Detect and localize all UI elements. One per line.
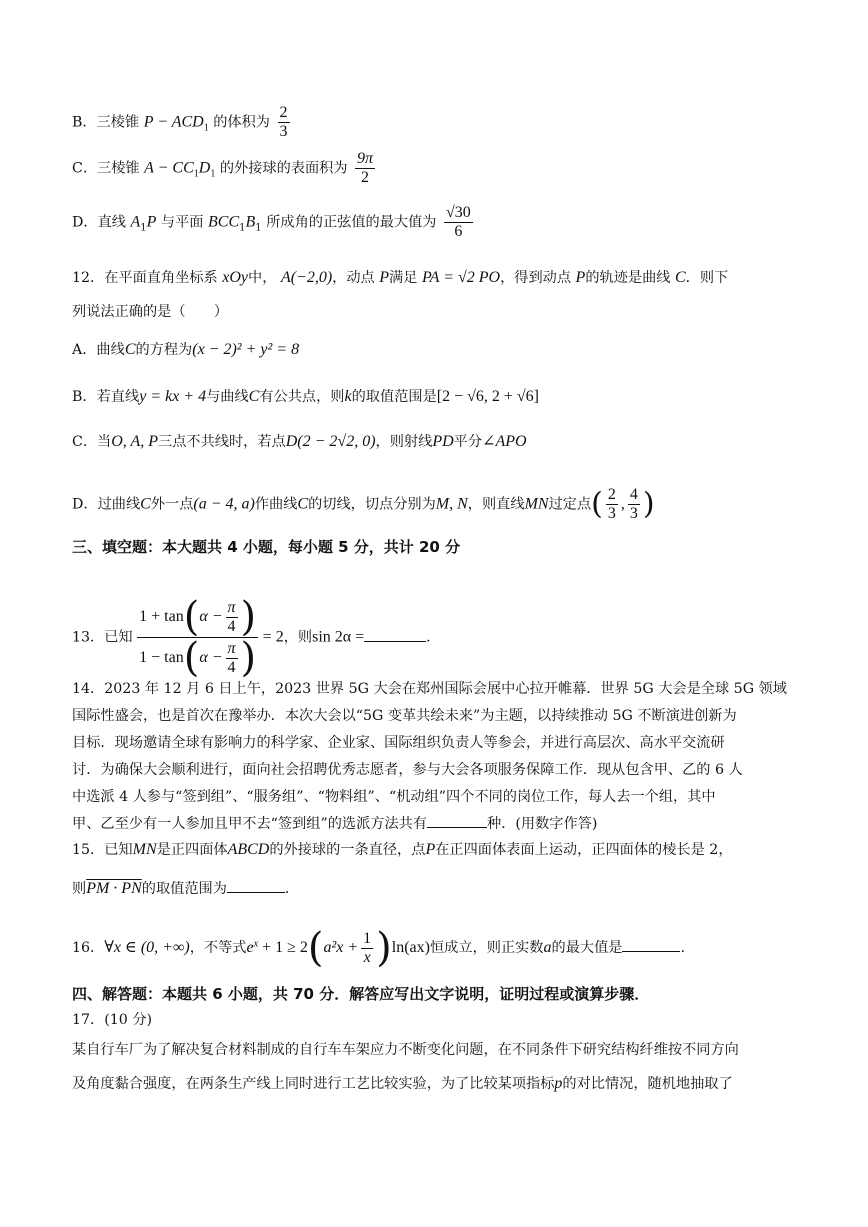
fraction xyxy=(361,930,373,967)
option-text: 三点不共线时，若点 xyxy=(158,434,286,450)
answer-blank[interactable] xyxy=(227,878,285,893)
question-text: 恒成立，则正实数 xyxy=(429,940,544,956)
math-expr: xOy xyxy=(222,269,249,286)
fraction xyxy=(355,150,375,187)
fraction xyxy=(226,599,238,636)
question-text: 的最大值是 xyxy=(551,940,623,956)
option-text: 的取值范围是 xyxy=(351,389,437,405)
question-text: 是正四面体 xyxy=(156,842,228,858)
option-label: B．若直线 xyxy=(72,389,140,405)
option-text: 的体积为 xyxy=(213,114,270,131)
question-12-stem-2: 列说法正确的是（ ） xyxy=(72,304,229,320)
fraction xyxy=(226,640,238,677)
math-expr: sin 2α = xyxy=(312,628,365,646)
question-text: 的轨迹是曲线 xyxy=(585,270,671,286)
question-text: 16． xyxy=(72,940,105,956)
option-text: 过定点 xyxy=(548,496,592,513)
option-text: 与平面 xyxy=(160,214,204,231)
option-label: D．直线 xyxy=(72,214,126,231)
math-expr: ∀x ∈ (0, +∞) xyxy=(104,939,190,956)
period: . xyxy=(426,629,431,646)
math-expr: = 2 xyxy=(262,628,284,646)
denominator xyxy=(137,635,258,681)
math-expr: [2 − √6, 2 + √6] xyxy=(436,388,539,405)
option-11c xyxy=(72,150,808,187)
math-expr: MN xyxy=(132,841,157,858)
math-expr: a²x + xyxy=(323,939,359,956)
math-expr: M, N xyxy=(435,495,468,513)
option-12b xyxy=(72,387,808,407)
question-17-head: 17．(10 分) xyxy=(72,1012,153,1028)
math-expr: P xyxy=(425,841,436,858)
math-expr: e xyxy=(246,939,254,956)
question-text: ，动点 xyxy=(332,270,375,286)
question-text: 的对比情况，随机地抽取了 xyxy=(562,1076,733,1092)
paren: ) xyxy=(240,594,257,640)
section-3-heading: 三、填空题：本大题共 4 小题，每小题 5 分，共计 20 分 xyxy=(72,538,461,556)
math-expr: k xyxy=(344,388,352,405)
math-expr: B xyxy=(245,213,256,231)
question-text: 12．在平面直角坐标系 xyxy=(72,270,218,286)
question-text: ，得到动点 xyxy=(500,270,572,286)
math-expr: C xyxy=(140,495,151,513)
option-label: C．当 xyxy=(72,434,112,450)
math-expr: ln(ax) xyxy=(391,939,430,956)
question-14 xyxy=(72,676,802,838)
math-expr: C xyxy=(248,388,260,405)
option-text: 平分 xyxy=(453,434,483,450)
option-text: ，则射线 xyxy=(375,434,433,450)
option-text: 的外接球的表面积为 xyxy=(219,160,348,177)
option-12a xyxy=(72,340,808,360)
math-expr: A − CC xyxy=(144,159,194,177)
math-expr: PD xyxy=(432,433,454,450)
math-expr: O, A, P xyxy=(111,433,159,450)
math-expr: A xyxy=(130,213,141,231)
numerator: 4 xyxy=(629,486,638,503)
numerator xyxy=(137,594,258,640)
question-text: 的取值范围为 xyxy=(141,881,227,897)
option-text: 的方程为 xyxy=(135,342,193,358)
option-11d xyxy=(72,204,808,241)
question-17-line2 xyxy=(72,1074,808,1094)
math-expr: (a − 4, a) xyxy=(193,495,255,513)
superscript: x xyxy=(253,938,259,950)
question-text: ，则 xyxy=(283,629,313,646)
period: . xyxy=(680,940,685,956)
denominator: 3 xyxy=(629,505,638,522)
question-text: 种．(用数字作答) xyxy=(487,816,598,832)
math-expr: (x − 2)² + y² = 8 xyxy=(192,341,300,358)
math-expr: C xyxy=(297,495,309,513)
math-expr: a xyxy=(543,939,552,956)
fraction xyxy=(606,486,618,523)
paragraph-line xyxy=(72,811,802,838)
question-15-line2 xyxy=(72,878,808,899)
numerator: 2 xyxy=(607,486,616,503)
denominator: 2 xyxy=(361,169,370,186)
paren: ) xyxy=(642,486,655,522)
math-expr: BCC xyxy=(208,213,240,231)
math-expr: D xyxy=(198,159,211,177)
paragraph-line: 国际性盛会，也是首次在豫举办．本次大会以“5G 变革共绘未来”为主题，以持续推动 5G 不断演进创新为 xyxy=(72,708,737,724)
question-text: 在正四面体表面上运动，正四面体的棱长是 2， xyxy=(435,842,733,858)
subscript: 1 xyxy=(140,222,147,234)
subscript: 1 xyxy=(255,222,262,234)
math-expr: p xyxy=(554,1075,563,1092)
denominator: 4 xyxy=(227,617,236,635)
numerator: π xyxy=(227,598,236,616)
math-expr: PA = √2 PO xyxy=(421,269,501,286)
option-12c xyxy=(72,432,808,452)
option-text: 的切线，切点分别为 xyxy=(308,496,436,513)
big-fraction xyxy=(137,594,258,681)
math-expr: P xyxy=(575,269,586,286)
fraction xyxy=(628,486,640,523)
option-text: 与曲线 xyxy=(206,389,249,405)
denominator: x xyxy=(363,948,371,966)
option-text: 外一点 xyxy=(150,496,194,513)
question-16 xyxy=(72,925,808,971)
option-text: 所成角的正弦值的最大值为 xyxy=(266,214,437,231)
paren: ) xyxy=(240,635,257,681)
math-expr: y = kx + 4 xyxy=(139,388,207,405)
math-expr: C xyxy=(124,341,136,358)
numerator: 2 xyxy=(279,104,288,121)
denominator: 4 xyxy=(227,658,236,676)
numerator: √30 xyxy=(445,204,471,221)
denominator: 3 xyxy=(607,505,616,522)
math-expr: MN xyxy=(524,495,549,513)
paren: ( xyxy=(591,486,603,522)
question-text: 满足 xyxy=(389,270,418,286)
question-text: ．则下 xyxy=(685,270,729,286)
numerator: π xyxy=(227,639,236,657)
question-13 xyxy=(72,594,808,681)
question-text: 15．已知 xyxy=(72,842,133,858)
den-text: 1 − tan xyxy=(139,649,184,666)
option-label: D．过曲线 xyxy=(72,496,141,513)
subscript: 1 xyxy=(203,122,209,134)
option-11b xyxy=(72,104,808,141)
subscript: 1 xyxy=(239,222,246,234)
math-expr: P xyxy=(379,269,390,286)
question-text: 则 xyxy=(72,881,87,897)
math-expr: + 1 ≥ 2 xyxy=(258,939,308,956)
comma: , xyxy=(620,495,625,513)
math-expr: P − ACD xyxy=(143,113,204,131)
option-label: A．曲线 xyxy=(72,342,125,358)
period: . xyxy=(284,881,290,897)
question-text: 中， xyxy=(248,270,277,286)
question-text: ，不等式 xyxy=(189,940,247,956)
math-expr: ∠APO xyxy=(482,433,527,450)
question-15-line1 xyxy=(72,840,808,860)
question-text: 13．已知 xyxy=(72,629,133,646)
paragraph-line: 目标．现场邀请全球有影响力的科学家、企业家、国际组织负责人等参会，并进行高层次、高水平交流研 xyxy=(72,735,725,751)
math-expr: α − xyxy=(199,608,223,625)
question-12-stem xyxy=(72,268,808,288)
option-label: B．三棱锥 xyxy=(72,114,140,131)
paragraph-line: 讨．为确保大会顺利进行，面向社会招聘优秀志愿者，参与大会各项服务保障工作．现从包含甲、乙的 6 人 xyxy=(72,762,743,778)
denominator: 6 xyxy=(454,223,463,240)
numerator: 1 xyxy=(363,929,372,947)
math-expr: α − xyxy=(199,649,223,666)
question-text: 甲、乙至少有一人参加且甲不去“签到组”的选派方法共有 xyxy=(72,816,428,832)
math-expr: ABCD xyxy=(227,841,270,858)
paren: ( xyxy=(183,594,200,640)
option-label: C．三棱锥 xyxy=(72,160,140,177)
paren: ( xyxy=(307,925,324,971)
question-text: 的外接球的一条直径，点 xyxy=(269,842,426,858)
paren: ( xyxy=(183,635,200,681)
math-expr: PM · PN xyxy=(86,880,142,897)
fraction xyxy=(278,104,290,141)
num-text: 1 + tan xyxy=(139,608,184,625)
option-text: 作曲线 xyxy=(254,496,298,513)
question-text: 及角度黏合强度，在两条生产线上同时进行工艺比较实验，为了比较某项指标 xyxy=(72,1076,555,1092)
paragraph-line: 中选派 4 人参与“签到组”、“服务组”、“物料组”、“机动组”四个不同的岗位工作，每人去一个组，其中 xyxy=(72,789,716,805)
question-17-line1: 某自行车厂为了解决复合材料制成的自行车车架应力不断变化问题，在不同条件下研究结构纤维按不同方向 xyxy=(72,1042,739,1058)
paren: ) xyxy=(376,925,392,971)
numerator: 9π xyxy=(357,150,374,167)
section-4-heading: 四、解答题：本题共 6 小题，共 70 分．解答应写出文字说明，证明过程或演算步骤． xyxy=(72,985,650,1003)
option-12d xyxy=(72,486,808,523)
option-text: 有公共点，则 xyxy=(259,389,345,405)
answer-blank[interactable] xyxy=(364,627,426,642)
subscript: 1 xyxy=(193,168,199,180)
answer-blank[interactable] xyxy=(622,937,680,952)
math-expr: D(2 − 2√2, 0) xyxy=(285,433,376,450)
math-expr: A(−2,0) xyxy=(280,269,333,286)
fraction xyxy=(444,204,473,241)
paragraph-line: 14．2023 年 12 月 6 日上午，2023 世界 5G 大会在郑州国际会展中心拉开帷幕．世界 5G 大会是全球 5G 领域 xyxy=(72,681,787,697)
subscript: 1 xyxy=(210,168,216,180)
answer-blank[interactable] xyxy=(427,813,487,828)
denominator: 3 xyxy=(279,123,288,140)
math-expr: C xyxy=(674,269,686,286)
math-expr: P xyxy=(146,213,157,231)
option-text: ，则直线 xyxy=(467,496,525,513)
